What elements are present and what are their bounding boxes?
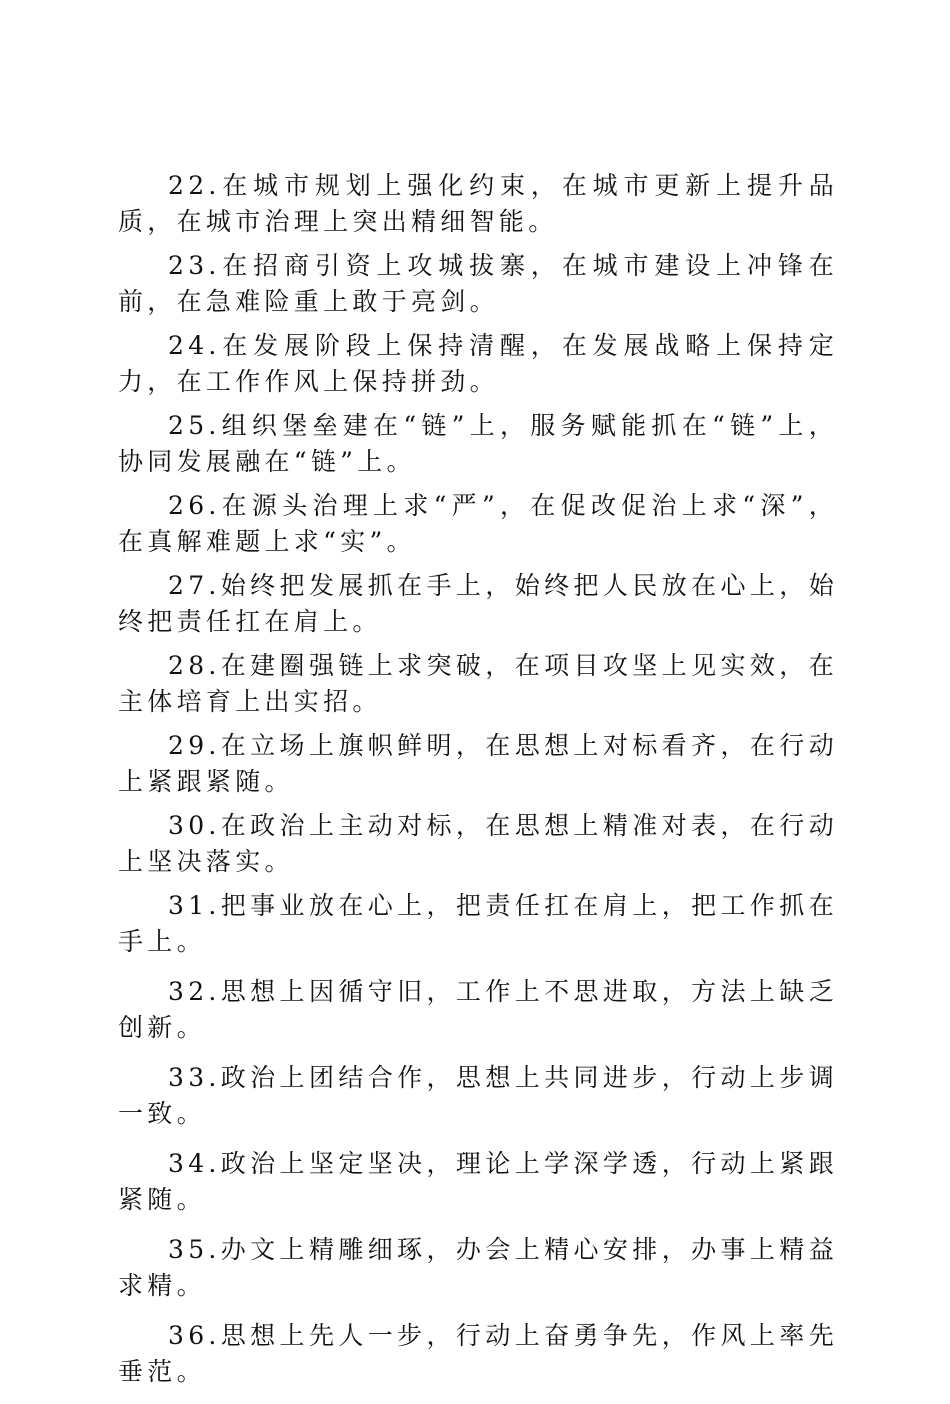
list-item: 27.始终把发展抓在手上，始终把人民放在心上，始终把责任扛在肩上。	[118, 571, 838, 636]
list-item: 31.把事业放在心上，把责任扛在肩上，把工作抓在手上。	[118, 891, 838, 956]
list-item: 29.在立场上旗帜鲜明，在思想上对标看齐，在行动上紧跟紧随。	[118, 731, 838, 796]
list-item: 30.在政治上主动对标，在思想上精准对表，在行动上坚决落实。	[118, 811, 838, 876]
list-item: 22.在城市规划上强化约束，在城市更新上提升品质，在城市治理上突出精细智能。	[118, 171, 838, 236]
list-item: 26.在源头治理上求“严”，在促改促治上求“深”，在真解难题上求“实”。	[118, 491, 838, 556]
list-item: 23.在招商引资上攻城拔寨，在城市建设上冲锋在前，在急难险重上敢于亮剑。	[118, 251, 838, 316]
list-item: 35.办文上精雕细琢，办会上精心安排，办事上精益求精。	[118, 1235, 838, 1300]
list-item: 25.组织堡垒建在“链”上，服务赋能抓在“链”上，协同发展融在“链”上。	[118, 411, 838, 476]
list-item: 34.政治上坚定坚决，理论上学深学透，行动上紧跟紧随。	[118, 1149, 838, 1214]
list-item: 28.在建圈强链上求突破，在项目攻坚上见实效，在主体培育上出实招。	[118, 651, 838, 716]
list-item: 33.政治上团结合作，思想上共同进步，行动上步调一致。	[118, 1063, 838, 1128]
list-item: 24.在发展阶段上保持清醒，在发展战略上保持定力，在工作作风上保持拼劲。	[118, 331, 838, 396]
document-body	[118, 168, 838, 1404]
list-item: 36.思想上先人一步，行动上奋勇争先，作风上率先垂范。	[118, 1321, 838, 1386]
list-item: 32.思想上因循守旧，工作上不思进取，方法上缺乏创新。	[118, 977, 838, 1042]
